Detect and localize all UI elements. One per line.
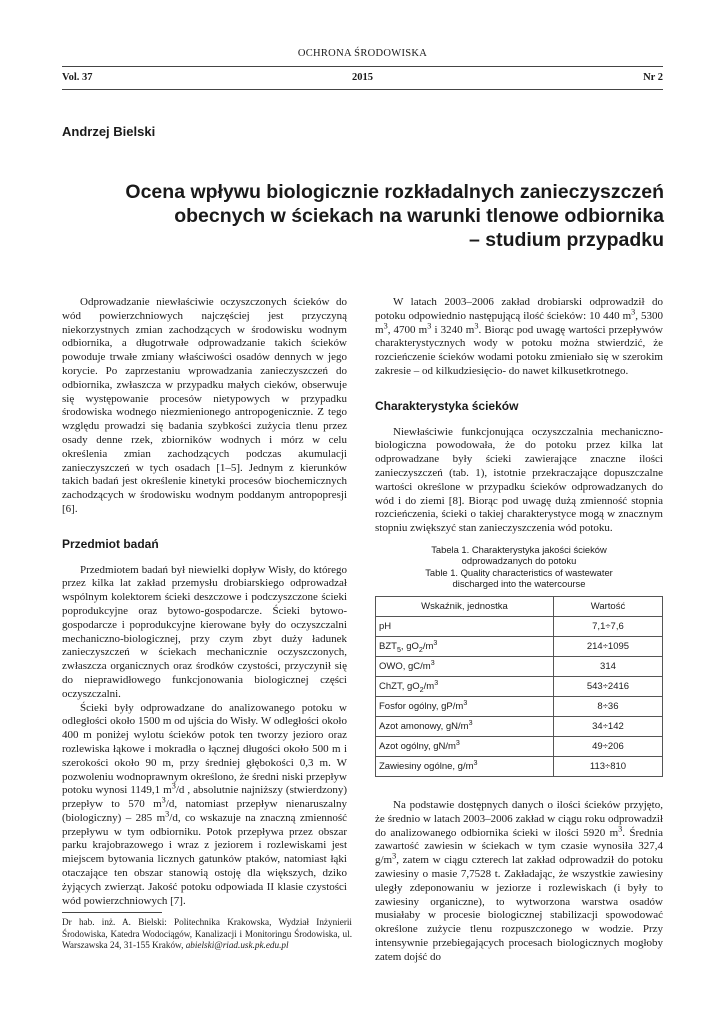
row-value: 8÷36 [553,696,662,716]
table-row [376,716,663,736]
volume-label: Vol. 37 [62,72,93,83]
title-line: – studium przypadku [468,229,664,251]
table-row [376,616,663,636]
row-label: $BZT_5$, $gO_2/m^3$ [376,636,554,656]
column-header-indicator: Wskaźnik, jednostka [376,596,554,616]
row-label: Azot ogólny, $gN/m^3$ [376,736,554,756]
row-value: 49÷206 [553,736,662,756]
body-paragraph: W latach 2003–2006 zakład drobiarski odprowadził do potoku odpowiednio następującą ilość ścieków: 10 440 $m^3$, 5300 $m^3$, 4700 $m^3$ i 3240 $m^3$. Biorąc pod uwagę wartości przepływów charakterystycznych wody w potoku można stwierdzić, że rozcieńczenie ścieków wodami potoku zmieniało się w szerokim zakresie – od kilkudziesięcio- do nawet kilkusetkrotnego. [375,296,664,377]
row-label: Zawiesiny ogólne, $g/m^3$ [376,756,554,776]
author-affiliation-footnote: Dr hab. inż. A. Bielski: Politechnika Krakowska, Wydział Inżynierii Środowiska, Katedra Wodociągów, Kanalizacji i Monitoringu Środowiska, ul. Warszawska 24, 31-155 Kraków, abielski@riad.usk.pk.edu.pl [62,917,352,950]
article-title [100,180,664,252]
author-email: abielski@riad.usk.pk.edu.pl [185,940,289,950]
body-paragraph: Ścieki były odprowadzane do analizowanego potoku w odległości około 1500 m od ujścia do Wisły. W odległości około 400 m poniżej wylotu ścieków potok ten tworzy jezioro oraz rozlewiska łąkowe i mokradła o łącznej długości około 500 m i szerokości około 90 m, przy średniej głębokości 0,3 m. W pozwoleniu wodnoprawnym określono, że średni niski przepływ potoku wynosi 1149,1 $m^3/d$ , absolutnie najniższy (stwierdzony) przepływ to 570 $m^3/d$, natomiast przepływ nienaruszalny (biologiczny) – 285 $m^3/d$, co wskazuje na znaczną zmienność przepływu w tym odbiorniku. Potok przepływa przez obszar parku krajobrazowego i wraz z jeziorem i rozlewiskami jest miejscem bytowania licznych gatunków ptaków, natomiast łąki otaczające ten obszar stanowią ostoję dla większych, dziko żyjących zwierząt. Jakość potoku odpowiada II klasie czystości wód powierzchniowych [7]. [62,701,348,907]
left-column [62,296,347,908]
meta-rule [62,89,663,90]
year-label: 2015 [352,72,373,83]
row-value: 314 [553,656,662,676]
table-row [376,736,663,756]
row-value: 543÷2416 [553,676,662,696]
intro-paragraph: Odprowadzanie niewłaściwie oczyszczonych ścieków do wód powierzchniowych najczęściej jest przyczyną niekorzystnych zmian zachodzących w środowisku wodnym odbiornika, a długotrwałe odprowadzanie takich ścieków powoduje trwałe zmiany właściwości osadów dennych w jego korycie. Po zaprzestaniu wprowadzania zanieczyszczeń do odbiornika, zwłaszcza w przypadku małych cieków, obserwuje się występowanie procesów nietypowych w przypadku środowiska wodnego niezmienionego antropogenicznie. Z tego względu prowadzi się badania szybkości zużycia tlenu przez osady denne rzek, zbiorników wodnych i mórz w celu określenia zmian zachodzących podczas akumulacji zanieczyszczeń w tych osadach [1–5]. Jednym z kierunków takich badań jest określenie kinetyki procesów biochemicznych zachodzących w środowisku wodnym poddanym antropopresji [6]. [62,296,347,515]
title-line: obecnych w ściekach na warunki tlenowe odbiornika [174,205,664,227]
author-name: Andrzej Bielski [62,124,156,139]
section-heading-przedmiot: Przedmiot badań [62,536,159,551]
table-row [376,756,663,776]
journal-name: OCHRONA ŚRODOWISKA [297,48,428,59]
title-line: Ocena wpływu biologicznie rozkładalnych zanieczyszczeń [125,181,664,203]
row-value: 214÷1095 [553,636,662,656]
table-row [376,696,663,716]
column-header-value: Wartość [553,596,662,616]
row-value: 113÷810 [553,756,662,776]
right-column [375,296,663,965]
table-header-row [376,596,663,616]
table-caption: Tabela 1. Charakterystyka jakości ścieków odprowadzanych do potoku Table 1. Quality characteristics of wastewater discharged into the watercourse [425,543,613,590]
table-row [376,636,663,656]
row-label: ChZT, $gO_2/m^3$ [376,676,554,696]
row-value: 34÷142 [553,716,662,736]
header-rule [62,66,663,67]
wastewater-quality-table [375,596,663,777]
body-paragraph: Przedmiotem badań był niewielki dopływ Wisły, do którego przez kilka lat zakład przemysłu drobiarskiego odprowadzał wspólnym kolektorem ścieki deszczowe i podczyszczone ścieki poprodukcyjne oraz bytowo-gospodarcze. Ścieki bytowo-gospodarcze i poprodukcyjne kierowane były do oczyszczalni mechaniczno-biologicznej, przy czym zbyt duży ładunek zanieczyszczeń w ściekach mechanicznie oczyszczonych, zwłaszcza organicznych oraz środków czystości, przyczynił się do nieprawidłowego funkcjonowania biologicznej części oczyszczalni. [62,563,347,700]
body-paragraph: Niewłaściwie funkcjonująca oczyszczalnia mechaniczno-biologiczna powodowała, że do potoku przez kilka lat odprowadzane były ścieki zawierające znaczne ilości zanieczyszczeń (tab. 1), istotnie przekraczające dopuszczalne wartości określone w przypadku ścieków odprowadzanych do wód i do ziemi [8]. Biorąc pod uwagę dużą zmienność stopnia rozcieńczenia, ścieki o takiej charakterystyce mogą w znacznym stopniu zwiększyć stan zanieczyszczenia wód potoku. [375,425,663,535]
issue-number-label: Nr 2 [643,72,663,83]
row-value: 7,1÷7,6 [553,616,662,636]
table-row [376,676,663,696]
section-heading-charakterystyka: Charakterystyka ścieków [375,398,519,413]
row-label: OWO, $gC/m^3$ [376,656,554,676]
body-paragraph: Na podstawie dostępnych danych o ilości ścieków przyjęto, że średnio w latach 2003–2006 zakład w ciągu roku odprowadził do analizowanego odbiornika ścieki w ilości 5920 $m^3$. Średnia zawartość zawiesin w ściekach w tym czasie wynosiła 327,4 $g/m^3$, zatem w ciągu czterech lat zakład odprowadził do potoku zawiesiny o masie 7,7528 t. Zakładając, że wszystkie zawiesiny uległy zdeponowaniu w jeziorze i rozlewiskach (i były to zawiesiny organiczne), to wytworzona warstwa osadów musiałaby w procesie biologicznej stabilizacji spowodować określone zużycie tlenu rozpuszczonego w wodzie. Przy intensywnie przebiegających procesach biologicznych mogłoby zatem dojść do [375,798,663,963]
row-label: pH [376,616,554,636]
row-label: Azot amonowy, $gN/m^3$ [376,716,554,736]
footnote-rule [62,912,162,913]
row-label: Fosfor ogólny, $gP/m^3$ [376,696,554,716]
table-row [376,656,663,676]
